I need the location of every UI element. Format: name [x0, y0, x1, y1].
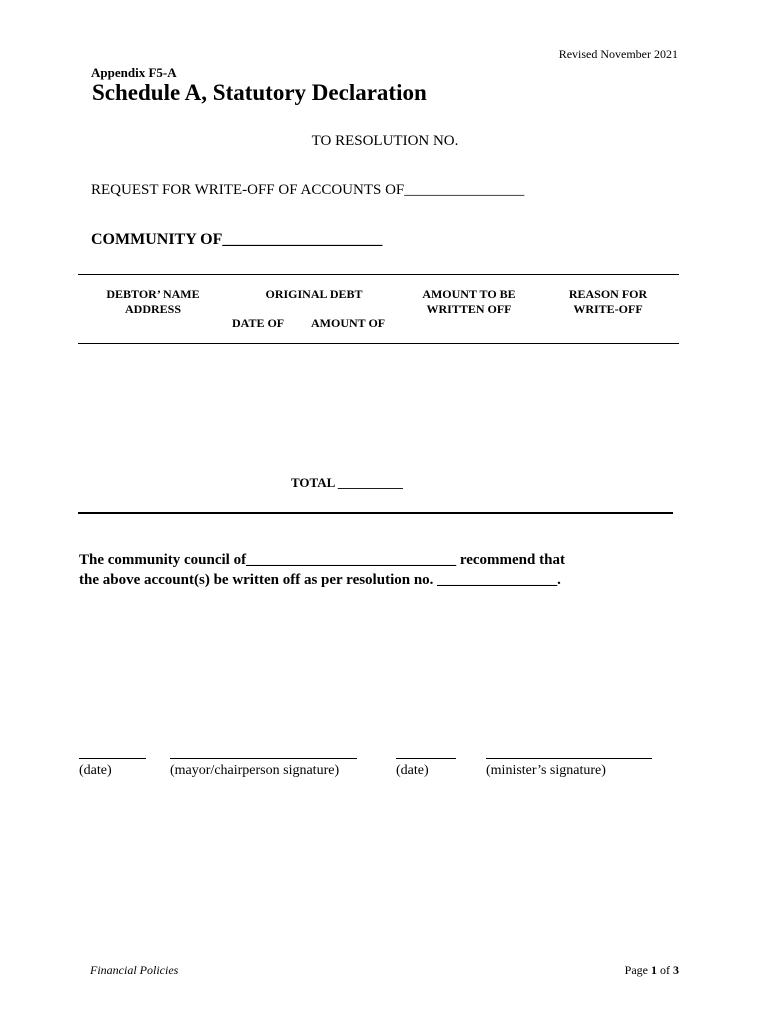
column-header-original-debt: ORIGINAL DEBT — [265, 287, 363, 301]
reason-header-line1: REASON FOR — [568, 287, 648, 301]
resolution-number-label: TO RESOLUTION NO. — [311, 133, 459, 149]
page-prefix: Page — [624, 963, 651, 977]
minister-signature-label: (minister’s signature) — [486, 763, 606, 778]
table-top-rule — [78, 274, 679, 275]
column-header-date-of: DATE OF — [232, 316, 285, 330]
table-header-bottom-rule — [78, 343, 679, 344]
section-divider — [78, 512, 673, 514]
mayor-signature-line — [170, 758, 357, 759]
debtor-header-line2: ADDRESS — [124, 302, 181, 316]
reason-header-line2: WRITE-OFF — [573, 302, 643, 316]
page-title: Schedule A, Statutory Declaration — [92, 80, 427, 105]
minister-signature-line — [486, 758, 652, 759]
column-header-amount-written-off — [404, 287, 534, 317]
debtor-header-line1: DEBTOR’ NAME — [106, 287, 200, 301]
date-label-2: (date) — [396, 763, 429, 778]
column-header-amount-of: AMOUNT OF — [311, 316, 386, 330]
amount-header-line2: WRITTEN OFF — [426, 302, 512, 316]
date-signature-line-2 — [396, 758, 456, 759]
page-mid: of — [657, 963, 673, 977]
date-signature-line-1 — [79, 758, 146, 759]
column-header-debtor — [93, 287, 213, 317]
date-label-1: (date) — [79, 763, 112, 778]
footer-document-name: Financial Policies — [90, 963, 179, 977]
page-current: 1 — [651, 963, 657, 977]
mayor-signature-label: (mayor/chairperson signature) — [170, 763, 340, 778]
total-field: TOTAL __________ — [291, 475, 403, 490]
appendix-label: Appendix F5-A — [91, 65, 177, 80]
council-statement — [79, 550, 565, 590]
column-header-reason — [548, 287, 668, 317]
council-statement-line2: the above account(s) be written off as per resolution no. ________________. — [79, 572, 561, 588]
community-field: COMMUNITY OF____________________ — [91, 231, 383, 248]
amount-header-line1: AMOUNT TO BE — [422, 287, 516, 301]
page-number — [625, 963, 679, 978]
page-total: 3 — [673, 963, 679, 977]
request-write-off-field: REQUEST FOR WRITE-OFF OF ACCOUNTS OF________________ — [91, 182, 525, 198]
council-statement-line1: The community council of____________________________ recommend that — [79, 552, 565, 568]
revised-date: Revised November 2021 — [558, 47, 678, 61]
